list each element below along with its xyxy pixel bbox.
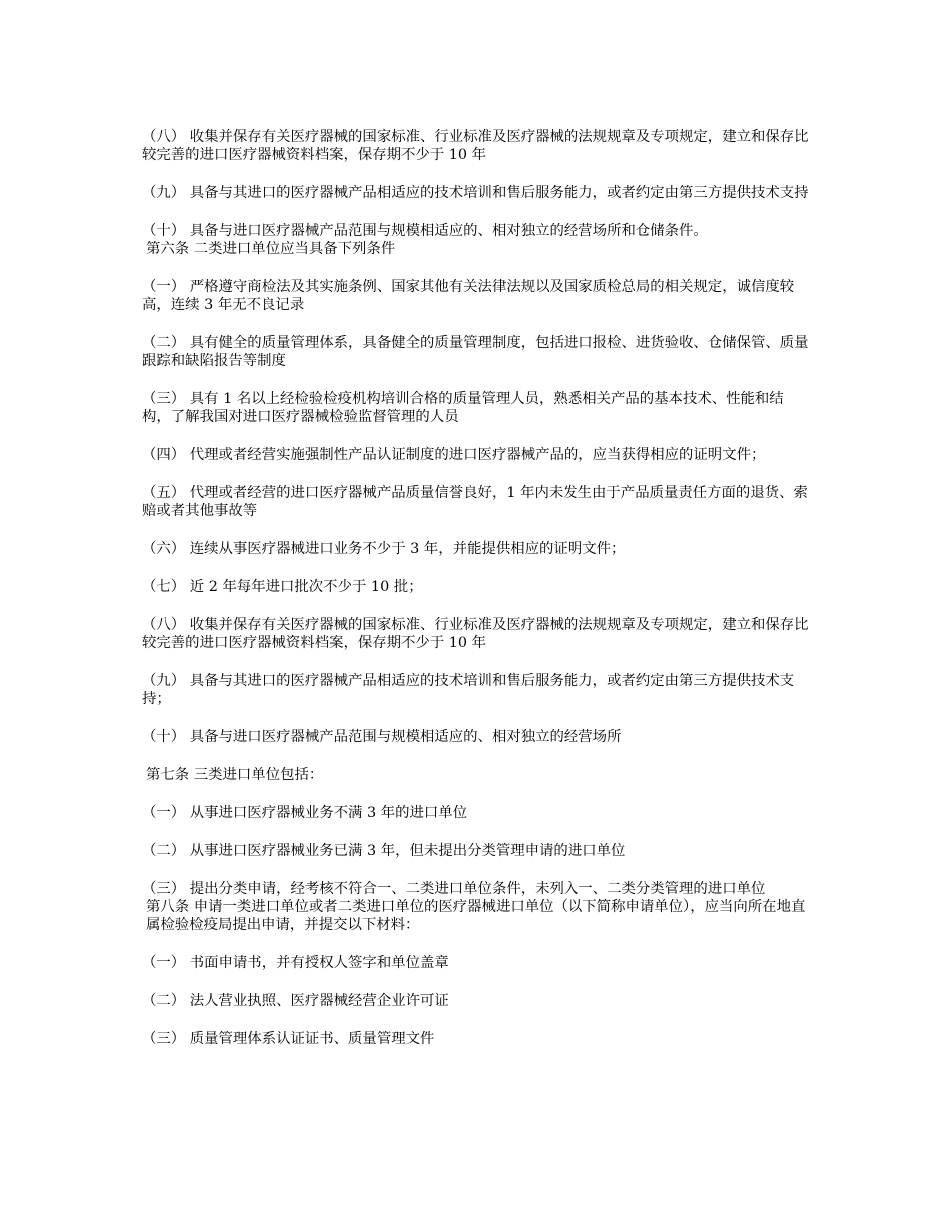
- clause-item: （十） 具备与进口医疗器械产品范围与规模相适应的、相对独立的经营场所: [142, 729, 622, 745]
- article-heading: 第七条 三类进口单位包括：: [146, 767, 324, 783]
- clause-item: （九） 具备与其进口的医疗器械产品相适应的技术培训和售后服务能力，或者约定由第三方提供技术支持；: [142, 673, 795, 707]
- clause-item: （九） 具备与其进口的医疗器械产品相适应的技术培训和售后服务能力，或者约定由第三方提供技术支持: [142, 185, 809, 201]
- clause-item: （二） 法人营业执照、医疗器械经营企业许可证: [142, 993, 449, 1009]
- clause-item: （四） 代理或者经营实施强制性产品认证制度的进口医疗器械产品的，应当获得相应的证明文件；: [142, 447, 766, 463]
- article-heading: 第六条 二类进口单位应当具备下列条件: [146, 241, 396, 257]
- clause-item: （十） 具备与进口医疗器械产品范围与规模相适应的、相对独立的经营场所和仓储条件。: [142, 223, 708, 239]
- clause-item: （一） 从事进口医疗器械业务不满 3 年的进口单位: [142, 805, 468, 821]
- clause-item: （一） 严格遵守商检法及其实施条例、国家其他有关法律法规以及国家质检总局的相关规定，诚信度较高，连续 3 年无不良记录: [142, 279, 795, 313]
- clause-item: （八） 收集并保存有关医疗器械的国家标准、行业标准及医疗器械的法规规章及专项规定，建立和保存比较完善的进口医疗器械资料档案，保存期不少于 10 年: [142, 129, 809, 163]
- clause-item: （三） 质量管理体系认证证书、质量管理文件: [142, 1031, 435, 1047]
- clause-item: （一） 书面申请书，并有授权人签字和单位盖章: [142, 955, 449, 971]
- clause-item: （三） 具有 1 名以上经检验检疫机构培训合格的质量管理人员，熟悉相关产品的基本技术、性能和结构，了解我国对进口医疗器械检验监督管理的人员: [142, 391, 784, 425]
- article-heading: 第八条 申请一类进口单位或者二类进口单位的医疗器械进口单位（以下简称申请单位），应当向所在地直属检验检疫局提出申请，并提交以下材料：: [146, 899, 806, 933]
- document-body: [142, 128, 810, 1048]
- clause-item: （二） 具有健全的质量管理体系，具备健全的质量管理制度，包括进口报检、进货验收、仓储保管、质量跟踪和缺陷报告等制度: [142, 335, 809, 369]
- clause-item: （三） 提出分类申请，经考核不符合一、二类进口单位条件，未列入一、二类分类管理的进口单位: [142, 881, 766, 897]
- clause-item: （二） 从事进口医疗器械业务已满 3 年，但未提出分类管理申请的进口单位: [142, 843, 626, 859]
- clause-item: （七） 近 2 年每年进口批次不少于 10 批；: [142, 579, 423, 595]
- clause-item: （五） 代理或者经营的进口医疗器械产品质量信誉良好，1 年内未发生由于产品质量责任方面的退货、索赔或者其他事故等: [142, 485, 808, 519]
- clause-item: （八） 收集并保存有关医疗器械的国家标准、行业标准及医疗器械的法规规章及专项规定，建立和保存比较完善的进口医疗器械资料档案，保存期不少于 10 年: [142, 617, 809, 651]
- clause-item: （六） 连续从事医疗器械进口业务不少于 3 年，并能提供相应的证明文件；: [142, 541, 626, 557]
